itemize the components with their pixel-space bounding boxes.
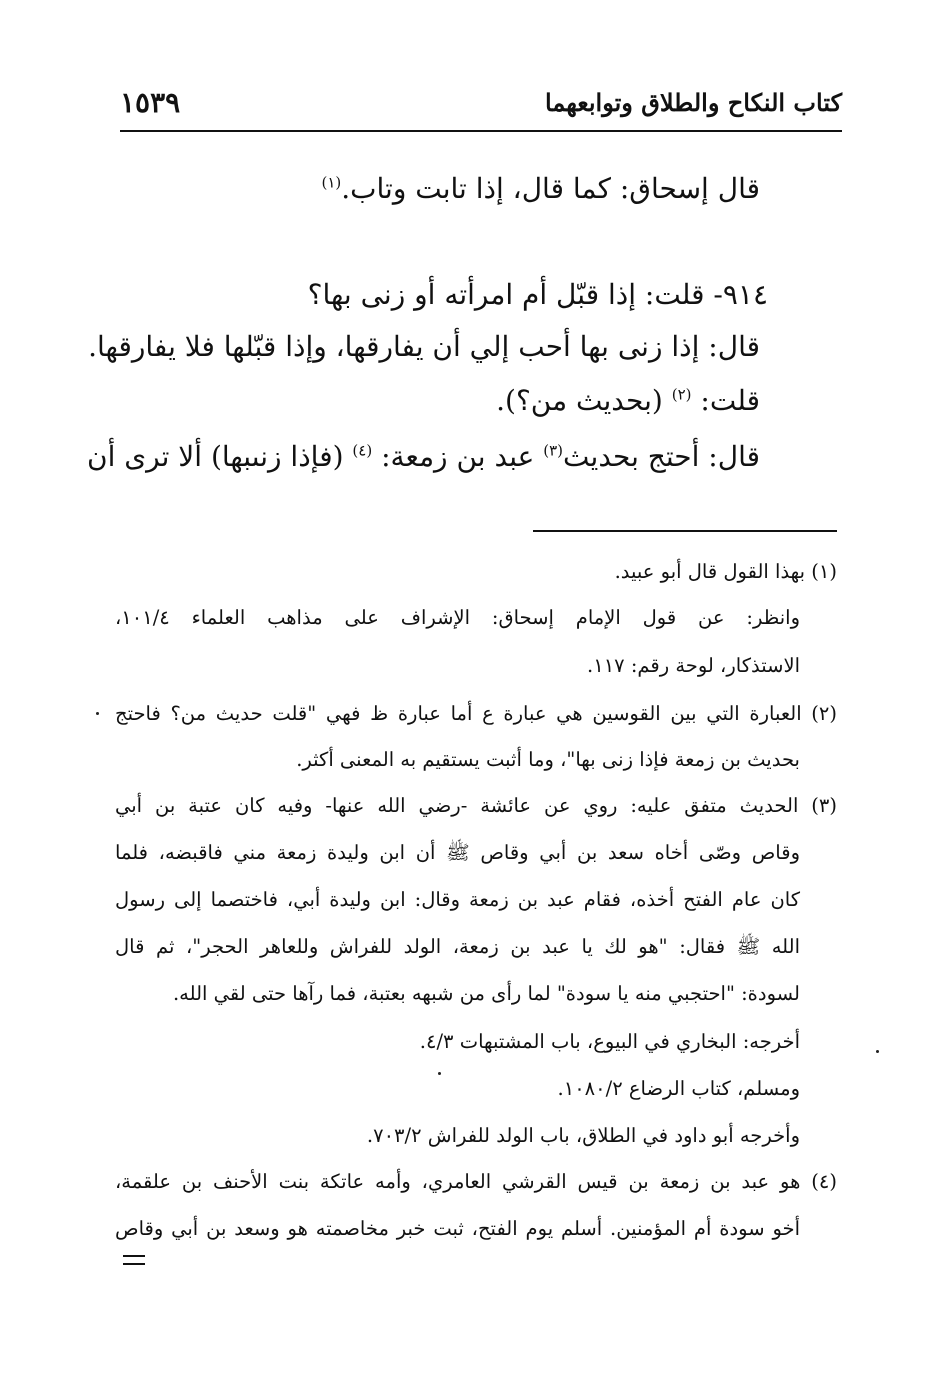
answer-line: قال: أحتج بحديث$^{(٣)}$ عبد بن زمعة: $^{(٤)}$ (فإذا زنىبها) ألا ترى أن [87,440,760,473]
continuation-mark [123,1255,145,1265]
footnote-ref: (٤) [352,441,373,460]
text-line: قال إسحاق: كما قال، إذا تابت وتاب.$^{(١)}$ [321,172,760,205]
scan-speck [876,1050,879,1053]
chapter-title: كتاب النكاح والطلاق وتوابعهما [545,88,842,117]
footnote-ref: (٢) [671,385,692,404]
question-number: ٩١٤- [713,278,768,311]
scan-speck [438,1072,441,1075]
question-text: قلت: إذا قبّل أم امرأته أو زنى بها؟ [307,278,705,311]
footnote-ref: (١) [321,173,342,192]
running-header [120,86,842,132]
footnote-ref: (٣) [543,441,564,460]
answer-line: قال: إذا زنى بها أحب إلي أن يفارقها، وإذا قبّلها فلا يفارقها. [88,330,760,363]
question-line [308,278,768,311]
document-page: كتاب النكاح والطلاق وتوابعهما ١٥٣٩ قال إسحاق: كما قال، إذا تابت وتاب.$^{(١)}$ ٩١٤- قلت: إذا قبّل أم امرأته أو زنى بها؟ قال: إذا زنى بها أحب إلي أن يفارقها، وإذا قبّلها فلا يفارقها. قلت: $^{(٢)}$ (بحديث من؟). قال: أحتج بحديث$^{(٣)}$ عبد بن زمعة: $^{(٤)}$ (فإذا زنىبها) ألا ترى أن (١) بهذا القول قال أبو عبيد. وانظر: عن قول الإمام إسحاق: الإشراف على مذاهب العلماء ١٠١/٤، الاستذكار، لوحة رقم: ١١٧. (٢) العبارة التي بين القوسين هي عبارة ع أما عبارة ظ فهي "قلت حديث من؟ فاحتج بحديث بن زمعة فإذا زنى بها"، وما أثبت يستقيم به المعنى أكثر. (٣) الحديث متفق عليه: روي عن عائشة -رضي الله عنها- وفيه كان عتبة بن أبي وقاص وصّى أخاه سعد بن أبي وقاص ﷺ أن ابن وليدة زمعة مني فاقبضه، فلما كان عام الفتح أخذه، فقام عبد بن زمعة وقال: ابن وليدة أبي، فاختصما إلى رسول الله ﷺ فقال: "هو لك يا عبد بن زمعة، الولد للفراش وللعاهر الحجر"، ثم قال لسودة: "احتجبي منه يا سودة" لما رأى من شبهه بعتبة، فما رآها حتى لقي الله. أخرجه: البخاري في البيوع، باب المشتبهات ٤/٣. ومسلم، كتاب الرضاع ١٠٨٠/٢. وأخرجه أبو داود في الطلاق، باب الولد للفراش ٧٠٣/٢. (٤) هو عبد بن زمعة بن قيس القرشي العامري، وأمه عاتكة بنت الأحنف بن علقمة، أخو سودة أم المؤمنين. أسلم يوم الفتح، ثبت خبر مخاصمته هو وسعد بن أبي وقاص [0,0,930,1379]
footnote-divider [533,530,837,532]
scan-speck [96,712,99,715]
page-number: ١٥٣٩ [120,86,181,119]
question-line: قلت: $^{(٢)}$ (بحديث من؟). [496,384,760,417]
